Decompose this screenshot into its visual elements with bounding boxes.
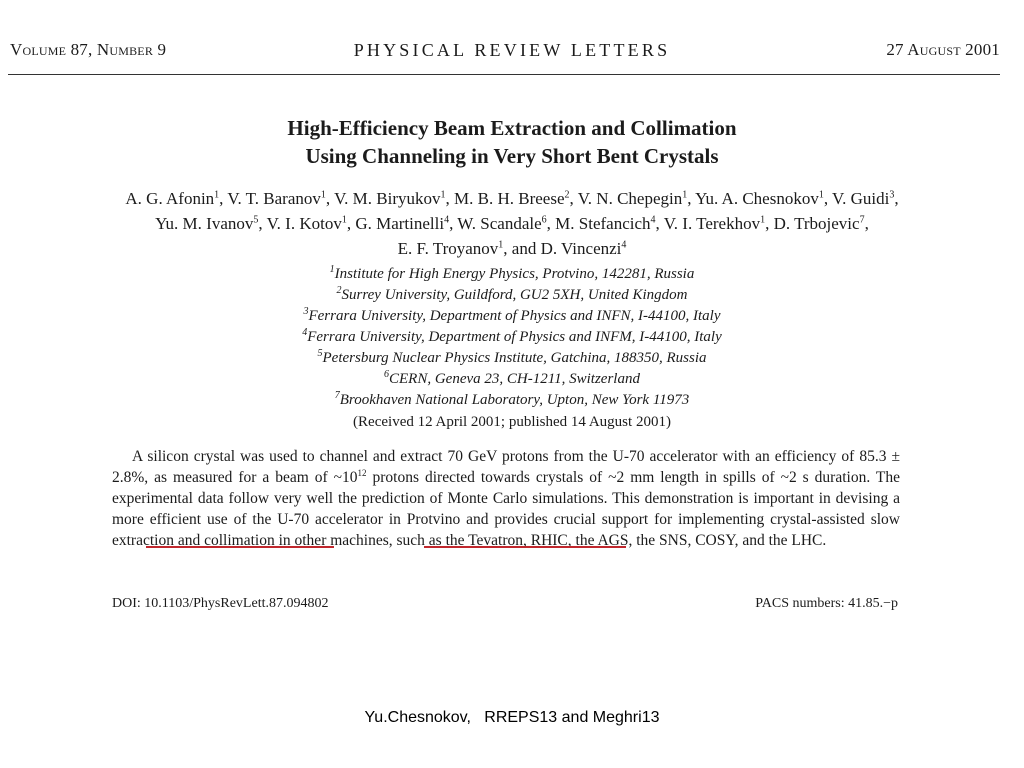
author-affiliation-mark: 1	[498, 239, 504, 251]
affiliation	[0, 390, 1024, 411]
author: G. Martinelli$^4$,	[355, 214, 454, 233]
affiliation	[0, 306, 1024, 327]
author-name: and D. Vincenzi	[511, 239, 622, 258]
paper-title-line1: High-Efficiency Beam Extraction and Collimation	[287, 116, 737, 140]
author: V. T. Baranov$^1$,	[227, 189, 331, 208]
affiliation-text: Petersburg Nuclear Physics Institute, Gatchina, 188350, Russia	[322, 350, 707, 366]
author-affiliation-mark: 1	[682, 189, 688, 201]
author-affiliation-mark: 1	[341, 214, 347, 226]
affiliation-number: 3	[303, 306, 309, 317]
issue-date: 27 August 2001	[886, 40, 1000, 59]
author-name: M. B. H. Breese	[454, 189, 565, 208]
author-affiliation-mark: 1	[818, 189, 824, 201]
affiliation-text: CERN, Geneva 23, CH-1211, Switzerland	[389, 371, 640, 387]
author-name: V. N. Chepegin	[577, 189, 683, 208]
author: E. F. Troyanov$^1$,	[397, 239, 508, 258]
author-name: A. G. Afonin	[125, 189, 215, 208]
author-name: Yu. M. Ivanov	[155, 214, 254, 233]
affiliation-text: Surrey University, Guildford, GU2 5XH, United Kingdom	[341, 287, 688, 303]
author-affiliation-mark: 4	[650, 214, 656, 226]
author-affiliation-mark: 1	[440, 189, 446, 201]
header-rule	[8, 74, 1000, 75]
affiliation-text: Institute for High Energy Physics, Protvino, 142281, Russia	[334, 266, 695, 282]
author-affiliation-mark: 6	[541, 214, 547, 226]
affiliation-text: Ferrara University, Department of Physics and INFM, I-44100, Italy	[307, 329, 722, 345]
author: M. Stefancich$^4$,	[555, 214, 660, 233]
author-name: D. Trbojevic	[773, 214, 860, 233]
affiliation	[0, 264, 1024, 285]
author-name: M. Stefancich	[555, 214, 651, 233]
author-name: Yu. A. Chesnokov	[695, 189, 819, 208]
doi: DOI: 10.1103/PhysRevLett.87.094802	[112, 596, 329, 611]
author: M. B. H. Breese$^2$,	[454, 189, 574, 208]
affiliation	[0, 348, 1024, 369]
author: Yu. M. Ivanov$^5$,	[155, 214, 263, 233]
author-name: G. Martinelli	[355, 214, 445, 233]
affiliation-number: 7	[334, 390, 340, 401]
abstract-exponent: 12	[357, 467, 367, 478]
author-name: V. I. Terekhov	[663, 214, 761, 233]
pacs-numbers: PACS numbers: 41.85.−p	[755, 596, 898, 611]
affiliation-number: 5	[317, 348, 323, 359]
paper-title-line2: Using Channeling in Very Short Bent Crystals	[305, 144, 719, 168]
abstract	[112, 446, 900, 551]
author-affiliation-mark: 2	[564, 189, 570, 201]
author-affiliation-mark: 1	[320, 189, 326, 201]
affiliation-number: 6	[384, 369, 390, 380]
journal-volume: Volume 87, Number 9	[10, 40, 167, 59]
author: V. M. Biryukov$^1$,	[334, 189, 450, 208]
abstract-part2: protons directed towards crystals of ~2 mm length in spills of ~2 s duration. The experimental data follow very well the prediction of Monte Carlo simulations. This demonstration is important in devising a more efficient use of the U-70 accelerator in Protvino and provides crucial support for implementing crystal-assisted slow extraction and collimation in other machines, such as the Tevatron, RHIC, the AGS, the SNS, COSY, and the LHC.	[112, 469, 900, 549]
affiliation-text: Brookhaven National Laboratory, Upton, New York 11973	[339, 392, 690, 408]
author-name: V. Guidi	[832, 189, 890, 208]
author-affiliation-mark: 1	[214, 189, 220, 201]
author-name: V. T. Baranov	[227, 189, 321, 208]
author-list	[0, 186, 1024, 261]
highlight-underline-support	[424, 546, 626, 548]
author-affiliation-mark: 5	[253, 214, 259, 226]
abstract-part1: A silicon crystal was used to channel and extract 70 GeV protons from the U-70 accelerator with an efficiency of 85.3 ± 2.8%, as measured for a beam of ~10	[112, 448, 900, 486]
author	[512, 239, 627, 258]
author: V. I. Terekhov$^1$,	[663, 214, 770, 233]
affiliation-text: Ferrara University, Department of Physics and INFN, I-44100, Italy	[308, 308, 721, 324]
affiliation	[0, 327, 1024, 348]
affiliation-list	[0, 264, 1024, 411]
slide-footer	[0, 708, 1024, 728]
author-affiliation-mark: 7	[859, 214, 865, 226]
author: A. G. Afonin$^1$,	[125, 189, 224, 208]
affiliation	[0, 285, 1024, 306]
author-name: V. I. Kotov	[266, 214, 342, 233]
author-affiliation-mark: 4	[621, 239, 627, 251]
affiliation-number: 1	[329, 264, 335, 275]
author-affiliation-mark: 1	[760, 214, 766, 226]
author-name: E. F. Troyanov	[397, 239, 499, 258]
author-affiliation-mark: 4	[444, 214, 450, 226]
author: D. Trbojevic$^7$,	[773, 214, 869, 233]
affiliation-number: 4	[302, 327, 308, 338]
author-affiliation-mark: 3	[889, 189, 895, 201]
author: V. I. Kotov$^1$,	[266, 214, 352, 233]
affiliation-number: 2	[336, 285, 342, 296]
author: Yu. A. Chesnokov$^1$,	[695, 189, 829, 208]
author: W. Scandale$^6$,	[457, 214, 551, 233]
footer-text: Yu.Chesnokov, RREPS13 and Meghri13	[364, 709, 660, 726]
highlight-underline-protvino	[146, 546, 334, 548]
received-date: (Received 12 April 2001; published 14 August 2001)	[353, 414, 671, 430]
author-name: V. M. Biryukov	[334, 189, 441, 208]
journal-name: PHYSICAL REVIEW LETTERS	[353, 40, 671, 60]
author: V. N. Chepegin$^1$,	[577, 189, 692, 208]
author-name: W. Scandale	[457, 214, 542, 233]
author: V. Guidi$^3$,	[832, 189, 899, 208]
affiliation	[0, 369, 1024, 390]
